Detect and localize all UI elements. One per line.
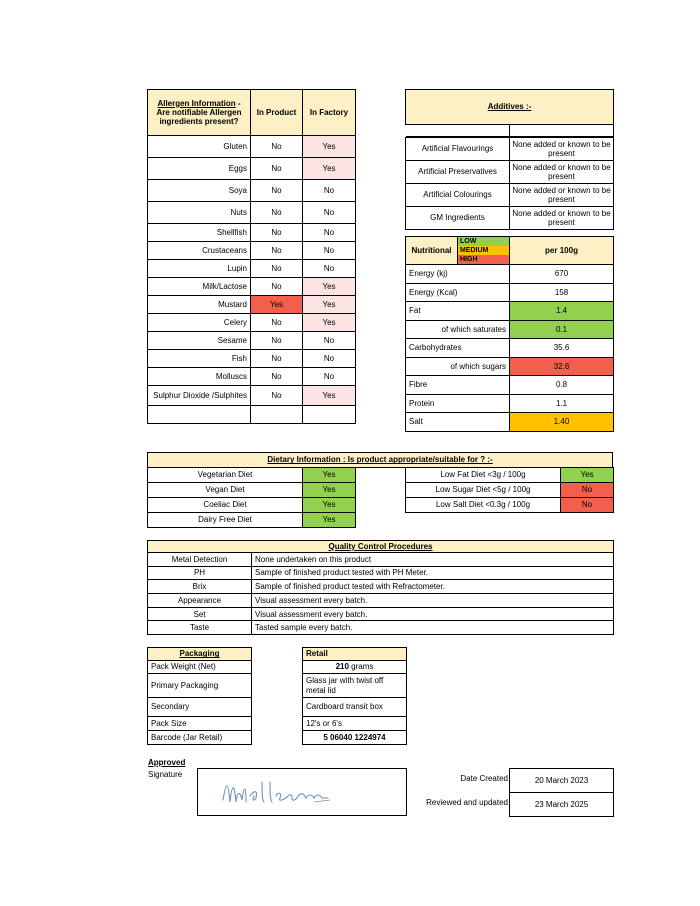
nutrition-row (406, 394, 614, 413)
legend-high: HIGH (458, 255, 509, 264)
allergen-row (148, 202, 356, 224)
nutrient-value: 1.1 (510, 394, 614, 413)
diet-name: Coeliac Diet (148, 498, 303, 513)
nutrient-value: 670 (510, 265, 614, 284)
quality-row (148, 607, 614, 621)
quality-value: Sample of finished product tested with PH Meter. (252, 566, 614, 580)
quality-name: PH (148, 566, 252, 580)
in-factory-value: Yes (303, 386, 356, 406)
quality-name: Brix (148, 580, 252, 594)
empty-cell (510, 125, 614, 137)
dietary-right (405, 467, 614, 513)
nutrient-name: Fat (406, 302, 510, 321)
quality-name: Taste (148, 621, 252, 635)
in-factory-value: No (303, 350, 356, 368)
retail-value: Glass jar with twist off metal lid (303, 674, 407, 698)
additive-name: Artificial Flavourings (406, 138, 510, 161)
diet-value: Yes (303, 498, 356, 513)
nutrition-row (406, 339, 614, 358)
packaging-row (148, 698, 252, 717)
allergen-name: Lupin (148, 260, 251, 278)
nutrient-name: Energy (Kcal) (406, 283, 510, 302)
nutrition-row (406, 283, 614, 302)
allergen-row (148, 224, 356, 242)
diet-value: No (561, 483, 614, 498)
allergen-name: Fish (148, 350, 251, 368)
additive-row (406, 184, 614, 207)
packaging-name: Barcode (Jar Retail) (148, 731, 252, 745)
date-created-value: 20 March 2023 (510, 769, 614, 793)
col-in-product: In Product (251, 90, 303, 136)
in-product-value: No (251, 158, 303, 180)
packaging-name: Primary Packaging (148, 674, 252, 698)
diet-row (406, 468, 614, 483)
quality-row (148, 580, 614, 594)
retail-value: 12's or 6's (303, 717, 407, 731)
nutrient-value: 32.6 (510, 357, 614, 376)
nutrient-value: 1.4 (510, 302, 614, 321)
diet-row (148, 513, 356, 528)
in-factory-value: No (303, 260, 356, 278)
additive-name: GM Ingredients (406, 207, 510, 230)
additive-name: Artificial Colourings (406, 184, 510, 207)
quality-row (148, 621, 614, 635)
allergen-row (148, 332, 356, 350)
in-product-value: No (251, 180, 303, 202)
in-product-value: No (251, 136, 303, 158)
allergen-table (147, 89, 356, 424)
quality-name: Set (148, 607, 252, 621)
retail-title: Retail (303, 648, 407, 661)
diet-row (406, 498, 614, 513)
packaging-title: Packaging (179, 649, 220, 659)
in-factory-value: No (303, 224, 356, 242)
diet-value: Yes (303, 513, 356, 528)
in-factory-value: No (303, 368, 356, 386)
allergen-name: Crustaceans (148, 242, 251, 260)
diet-value: Yes (303, 483, 356, 498)
nutritional-label: Nutritional (406, 237, 458, 265)
allergen-row (148, 314, 356, 332)
quality-row (148, 594, 614, 608)
additive-row (406, 207, 614, 230)
diet-row (148, 483, 356, 498)
packaging-row (148, 717, 252, 731)
in-product-value: Yes (251, 296, 303, 314)
reviewed-date-value: 23 March 2025 (510, 793, 614, 817)
in-product-value: No (251, 314, 303, 332)
allergen-row (148, 386, 356, 406)
diet-name: Vegan Diet (148, 483, 303, 498)
dietary-title (147, 452, 613, 468)
allergen-name: Mustard (148, 296, 251, 314)
allergen-name: Soya (148, 180, 251, 202)
in-product-value: No (251, 368, 303, 386)
diet-value: Yes (303, 468, 356, 483)
dates-table (509, 768, 614, 817)
packaging-row (148, 661, 252, 674)
allergen-header-question: - Are notifiable Allergen ingredients present? (156, 98, 242, 127)
handwritten-signature (218, 772, 348, 812)
in-factory-value: Yes (303, 136, 356, 158)
empty-cell (251, 406, 303, 424)
nutrient-name: Salt (406, 413, 510, 432)
nutrient-value: 0.8 (510, 376, 614, 395)
diet-name: Dairy Free Diet (148, 513, 303, 528)
quality-value: Visual assessment every batch. (252, 594, 614, 608)
quality-value: Tasted sample every batch. (252, 621, 614, 635)
diet-name: Low Sugar Diet <5g / 100g (406, 483, 561, 498)
allergen-row (148, 296, 356, 314)
in-product-value: No (251, 260, 303, 278)
weight-number: 210 (335, 662, 349, 672)
allergen-name: Molluscs (148, 368, 251, 386)
quality-value: Sample of finished product tested with Refractometer. (252, 580, 614, 594)
quality-row (148, 566, 614, 580)
allergen-name: Sesame (148, 332, 251, 350)
nutrition-row (406, 265, 614, 284)
quality-name: Metal Detection (148, 553, 252, 567)
nutrient-name: of which saturates (406, 320, 510, 339)
allergen-row (148, 350, 356, 368)
nutrition-row (406, 376, 614, 395)
retail-row (303, 698, 407, 717)
additives-title: Additives :- (406, 90, 614, 125)
packaging-row (148, 674, 252, 698)
allergen-row (148, 158, 356, 180)
quality-name: Appearance (148, 594, 252, 608)
approved-label: Approved (148, 758, 186, 767)
nutrient-value: 35.6 (510, 339, 614, 358)
allergen-header-title: Allergen Information (157, 98, 236, 108)
in-factory-value: No (303, 202, 356, 224)
retail-table (302, 647, 407, 745)
nutrient-name: Carbohydrates (406, 339, 510, 358)
allergen-row (148, 136, 356, 158)
retail-row (303, 717, 407, 731)
in-product-value: No (251, 350, 303, 368)
additive-name: Artificial Preservatives (406, 161, 510, 184)
quality-value: None undertaken on this product (252, 553, 614, 567)
packaging-name: Pack Weight (Net) (148, 661, 252, 674)
additive-value: None added or known to be present (510, 207, 614, 230)
packaging-row (148, 731, 252, 745)
nutrient-value: 1.40 (510, 413, 614, 432)
nutrition-row (406, 413, 614, 432)
allergen-row (148, 260, 356, 278)
legend-medium: MEDIUM (458, 246, 509, 255)
quality-table (147, 540, 614, 635)
allergen-name: Celery (148, 314, 251, 332)
allergen-name: Milk/Lactose (148, 278, 251, 296)
retail-row (303, 661, 407, 674)
retail-value: Cardboard transit box (303, 698, 407, 717)
retail-row (303, 731, 407, 745)
diet-name: Low Fat Diet <3g / 100g (406, 468, 561, 483)
dietary-left (147, 467, 356, 528)
in-factory-value: Yes (303, 158, 356, 180)
nutrient-value: 158 (510, 283, 614, 302)
in-product-value: No (251, 202, 303, 224)
empty-cell (148, 406, 251, 424)
weight-unit: grams (348, 662, 374, 672)
nutrient-name: Fibre (406, 376, 510, 395)
allergen-name: Nuts (148, 202, 251, 224)
nutrition-table (405, 236, 614, 432)
reviewed-label: Reviewed and updated (426, 798, 508, 807)
in-product-value: No (251, 278, 303, 296)
in-factory-value: No (303, 242, 356, 260)
nutrient-name: of which sugars (406, 357, 510, 376)
in-product-value: No (251, 242, 303, 260)
dietary-title-text: Dietary Information : Is product appropriate/suitable for ? :- (267, 455, 493, 465)
nutrition-row (406, 302, 614, 321)
in-factory-value: Yes (303, 296, 356, 314)
diet-value: No (561, 498, 614, 513)
allergen-name: Eggs (148, 158, 251, 180)
barcode-value: 5 06040 1224974 (303, 731, 407, 745)
allergen-row (148, 368, 356, 386)
in-factory-value: Yes (303, 314, 356, 332)
additive-value: None added or known to be present (510, 138, 614, 161)
quality-row (148, 553, 614, 567)
allergen-row (148, 242, 356, 260)
diet-name: Vegetarian Diet (148, 468, 303, 483)
allergen-name: Gluten (148, 136, 251, 158)
date-created-label: Date Created (460, 774, 508, 783)
in-product-value: No (251, 332, 303, 350)
pack-weight-value (303, 661, 407, 674)
packaging-name: Pack Size (148, 717, 252, 731)
nutrient-name: Protein (406, 394, 510, 413)
in-factory-value: Yes (303, 278, 356, 296)
diet-value: Yes (561, 468, 614, 483)
signature-box (197, 768, 407, 816)
additives-rows (405, 137, 614, 230)
packaging-name: Secondary (148, 698, 252, 717)
diet-row (148, 498, 356, 513)
additive-value: None added or known to be present (510, 161, 614, 184)
empty-cell (303, 406, 356, 424)
quality-title: Quality Control Procedures (328, 541, 433, 551)
in-factory-value: No (303, 180, 356, 202)
quality-value: Visual assessment every batch. (252, 607, 614, 621)
retail-row (303, 674, 407, 698)
additive-row (406, 161, 614, 184)
per-100g-header: per 100g (510, 237, 614, 265)
nutrition-row (406, 357, 614, 376)
in-factory-value: No (303, 332, 356, 350)
diet-row (148, 468, 356, 483)
additives-table (405, 89, 614, 137)
allergen-name: Sulphur Dioxide /Sulphites (148, 386, 251, 406)
allergen-row (148, 278, 356, 296)
in-product-value: No (251, 386, 303, 406)
empty-cell (406, 125, 510, 137)
diet-name: Low Salt Diet <0.3g / 100g (406, 498, 561, 513)
allergen-row (148, 180, 356, 202)
signature-label: Signature (148, 770, 183, 779)
nutrition-row (406, 320, 614, 339)
legend-low: LOW (458, 237, 509, 246)
nutrient-name: Energy (kj) (406, 265, 510, 284)
additive-value: None added or known to be present (510, 184, 614, 207)
col-in-factory: In Factory (303, 90, 356, 136)
allergen-name: Shellfish (148, 224, 251, 242)
additive-row (406, 138, 614, 161)
diet-row (406, 483, 614, 498)
allergen-header (148, 90, 251, 136)
nutrient-value: 0.1 (510, 320, 614, 339)
traffic-light-legend (458, 237, 510, 265)
packaging-table (147, 647, 252, 745)
in-product-value: No (251, 224, 303, 242)
